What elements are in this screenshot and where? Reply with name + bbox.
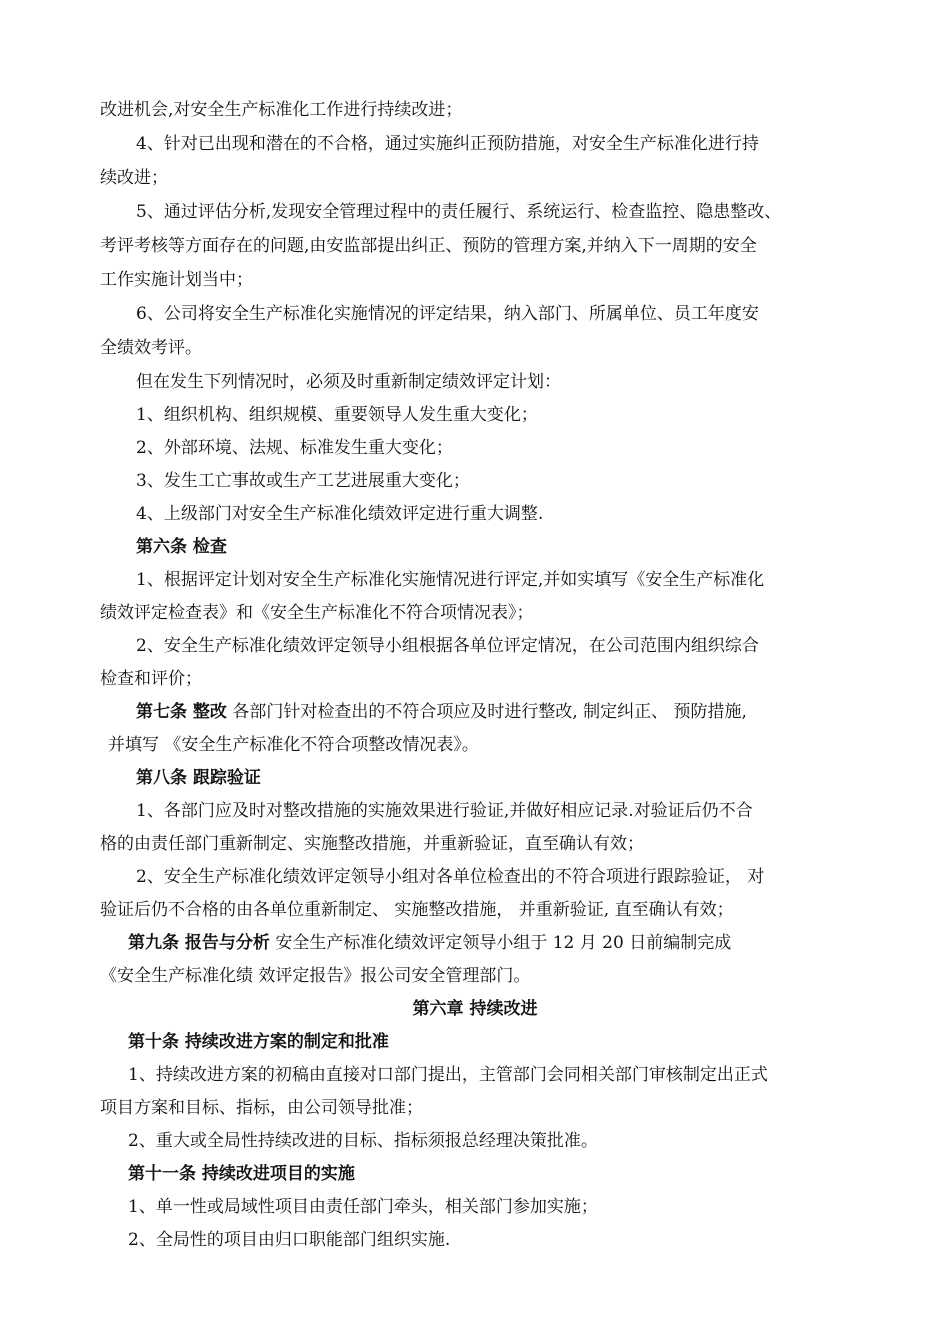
text-line: 1、持续改进方案的初稿由直接对口部门提出，主管部门会同相关部门审核制定出正式: [128, 1065, 768, 1085]
text-line: 3、发生工亡事故或生产工艺进展重大变化；: [136, 471, 470, 491]
article-8-heading: 第八条 跟踪验证: [136, 768, 261, 788]
text-line: 2、重大或全局性持续改进的目标、指标须报总经理决策批准。: [128, 1131, 598, 1151]
article-9-text: 安全生产标准化绩效评定领导小组于 12 月 20 日前编制完成: [275, 933, 732, 953]
text-line: 考评考核等方面存在的问题,由安监部提出纠正、预防的管理方案,并纳入下一周期的安全: [100, 236, 757, 256]
text-line: 1、各部门应及时对整改措施的实施效果进行验证,并做好相应记录.对验证后仍不合: [136, 801, 753, 821]
article-6-heading: 第六条 检查: [136, 537, 227, 557]
article-9-heading: 第九条 报告与分析: [128, 933, 270, 953]
text-line: 并填写 《安全生产标准化不符合项整改情况表》。: [108, 735, 479, 755]
text-line: 但在发生下列情况时，必须及时重新制定绩效评定计划：: [136, 372, 561, 392]
text-line: 4、上级部门对安全生产标准化绩效评定进行重大调整.: [136, 504, 544, 524]
text-line: 工作实施计划当中；: [100, 270, 253, 290]
article-11-heading: 第十一条 持续改进项目的实施: [128, 1164, 355, 1184]
text-line: 《安全生产标准化绩 效评定报告》报公司安全管理部门。: [100, 966, 531, 986]
text-line: 1、根据评定计划对安全生产标准化实施情况进行评定,并如实填写《安全生产标准化: [136, 570, 765, 590]
text-line: 验证后仍不合格的由各单位重新制定、 实施整改措施， 并重新验证, 直至确认有效；: [100, 900, 734, 920]
text-line: 1、组织机构、组织规模、重要领导人发生重大变化；: [136, 405, 538, 425]
article-10-heading: 第十条 持续改进方案的制定和批准: [128, 1032, 389, 1052]
article-7-line: [136, 701, 747, 723]
article-7-heading: 第七条 整改: [136, 702, 227, 722]
article-7-text: 各部门针对检查出的不符合项应及时进行整改, 制定纠正、 预防措施,: [232, 702, 747, 722]
text-line: 2、安全生产标准化绩效评定领导小组根据各单位评定情况，在公司范围内组织综合: [136, 636, 759, 656]
text-line: 4、针对已出现和潜在的不合格，通过实施纠正预防措施，对安全生产标准化进行持: [136, 134, 759, 154]
chapter-title: 第六章 持续改进: [412, 999, 538, 1019]
text-line: 改进机会,对安全生产标准化工作进行持续改进；: [100, 100, 463, 120]
text-line: 绩效评定检查表》和《安全生产标准化不符合项情况表》；: [100, 603, 534, 623]
text-line: 5、通过评估分析,发现安全管理过程中的责任履行、系统运行、检查监控、隐患整改、: [136, 202, 782, 222]
text-line: 全绩效考评。: [100, 338, 202, 358]
text-line: 格的由责任部门重新制定、实施整改措施，并重新验证，直至确认有效；: [100, 834, 644, 854]
text-line: 项目方案和目标、指标，由公司领导批准；: [100, 1098, 423, 1118]
text-line: 检查和评价；: [100, 669, 202, 689]
article-9-line: [128, 932, 731, 954]
text-line: 2、安全生产标准化绩效评定领导小组对各单位检查出的不符合项进行跟踪验证， 对: [136, 867, 765, 887]
text-line: 2、全局性的项目由归口职能部门组织实施.: [128, 1230, 451, 1250]
text-line: 1、单一性或局域性项目由责任部门牵头，相关部门参加实施；: [128, 1197, 598, 1217]
text-line: 续改进；: [100, 168, 168, 188]
text-line: 6、公司将安全生产标准化实施情况的评定结果，纳入部门、所属单位、员工年度安: [136, 304, 759, 324]
text-line: 2、外部环境、法规、标准发生重大变化；: [136, 438, 453, 458]
